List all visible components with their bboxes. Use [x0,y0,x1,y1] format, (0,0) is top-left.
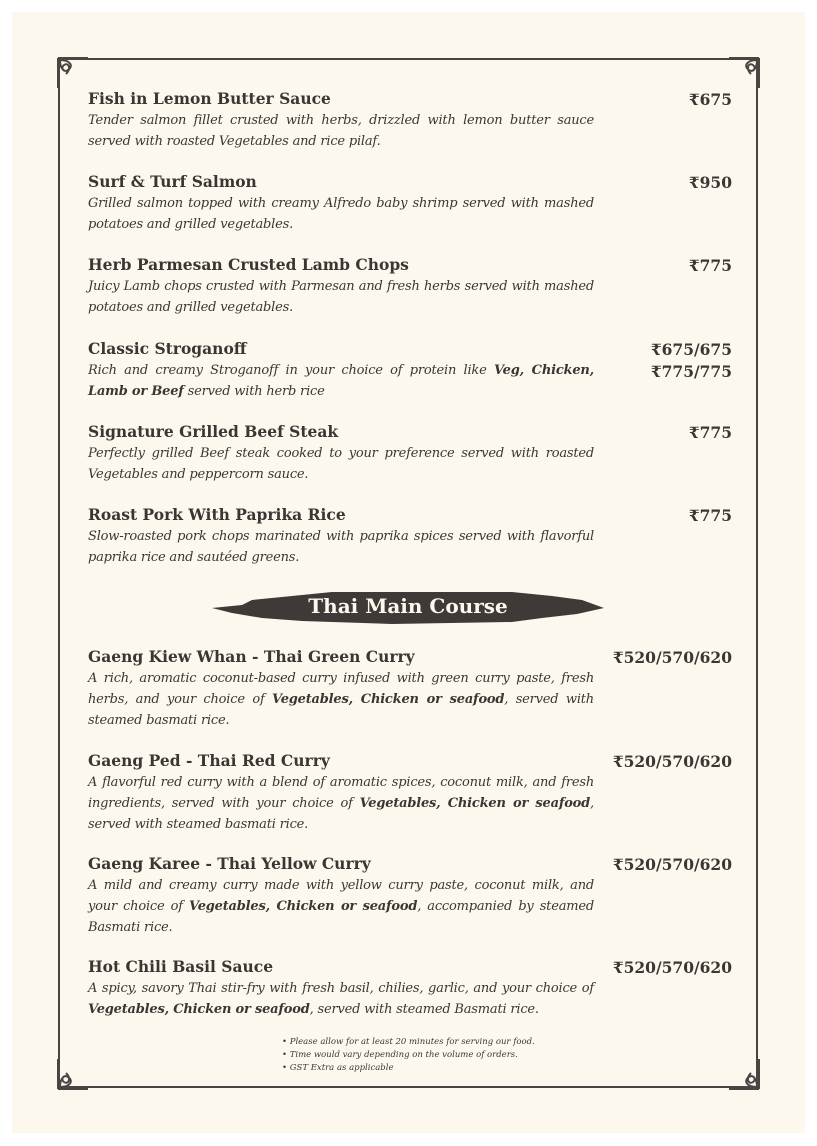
menu-item [88,957,732,1020]
item-name: Gaeng Ped - Thai Red Curry [88,751,330,770]
footnote: • Time would vary depending on the volume of orders. [282,1050,518,1060]
description-text: Grilled salmon topped with creamy Alfredo baby shrimp served with mashed potatoes and grilled vegetables. [88,196,594,232]
ornament-corner-icon [727,56,761,90]
item-price [689,89,732,111]
item-description [88,772,594,835]
ornament-corner-icon [56,1057,90,1091]
item-price [613,647,732,669]
ornament-corner-icon [56,56,90,90]
price-value: ₹775/775 [650,362,732,381]
item-description [88,443,594,485]
menu-item [88,505,732,568]
item-description [88,668,594,731]
protein-options: Vegetables, Chicken or seafood [88,1002,310,1017]
item-price [613,854,732,876]
item-name: Hot Chili Basil Sauce [88,957,274,976]
price-value: ₹520/570/620 [612,752,732,771]
price-value: ₹520/570/620 [612,855,732,874]
item-name: Roast Pork With Paprika Rice [88,505,346,524]
protein-options: Vegetables, Chicken or seafood [189,899,418,914]
description-text: , served with steamed basmati rice. [88,692,594,728]
price-value: ₹950 [688,173,732,192]
description-text: , served with steamed Basmati rice. [309,1002,539,1017]
price-value: ₹675/675 [650,340,732,359]
section-title: Thai Main Course [308,594,508,618]
price-value: ₹675 [688,90,732,109]
price-value: ₹520/570/620 [612,958,732,977]
item-price [689,422,732,444]
section-banner [212,588,604,626]
description-text: served with herb rice [183,384,325,399]
description-text: Perfectly grilled Beef steak cooked to your preference served with roasted Vegetables and peppercorn sauce. [88,446,594,482]
item-price [651,339,732,383]
menu-item [88,172,732,235]
description-text: , served with steamed basmati rice. [88,796,594,832]
price-value: ₹775 [688,423,732,442]
description-text: Rich and creamy Stroganoff in your choice of protein like [88,363,494,378]
item-description [88,276,594,318]
item-description [88,978,594,1020]
item-name: Gaeng Kiew Whan - Thai Green Curry [88,647,415,666]
price-value: ₹520/570/620 [612,648,732,667]
description-text: A flavorful red curry with a blend of aromatic spices, coconut milk, and fresh ingredients, served with your choice of [88,775,594,811]
menu-item [88,647,732,731]
protein-options: Veg, Chicken, Lamb or Beef [88,363,594,399]
item-price [689,505,732,527]
protein-options: Vegetables, Chicken or seafood [359,796,591,811]
item-name: Classic Stroganoff [88,339,247,358]
menu-item [88,255,732,318]
item-price [689,172,732,194]
menu-item [88,422,732,485]
item-name: Herb Parmesan Crusted Lamb Chops [88,255,409,274]
item-name: Signature Grilled Beef Steak [88,422,339,441]
item-description [88,526,594,568]
description-text: Juicy Lamb chops crusted with Parmesan and fresh herbs served with mashed potatoes and grilled vegetables. [88,279,594,315]
item-name: Fish in Lemon Butter Sauce [88,89,331,108]
price-value: ₹775 [688,506,732,525]
item-description [88,360,594,402]
item-description [88,875,594,938]
menu-item [88,89,732,152]
item-name: Gaeng Karee - Thai Yellow Curry [88,854,371,873]
menu-item [88,751,732,835]
menu-item [88,854,732,938]
item-name: Surf & Turf Salmon [88,172,257,191]
description-text: , accompanied by steamed Basmati rice. [88,899,594,935]
description-text: A mild and creamy curry made with yellow curry paste, coconut milk, and your choice of [88,878,594,914]
description-text: A spicy, savory Thai stir-fry with fresh basil, chilies, garlic, and your choice of [88,981,594,996]
price-value: ₹775 [688,256,732,275]
menu-item [88,339,732,402]
item-price [613,751,732,773]
item-description [88,193,594,235]
footnote: • GST Extra as applicable [282,1063,394,1073]
ornament-corner-icon [727,1057,761,1091]
item-price [613,957,732,979]
item-price [689,255,732,277]
description-text: Slow-roasted pork chops marinated with paprika spices served with flavorful paprika rice and sautéed greens. [88,529,594,565]
description-text: Tender salmon fillet crusted with herbs, drizzled with lemon butter sauce served with roasted Vegetables and rice pilaf. [88,113,594,149]
description-text: A rich, aromatic coconut-based curry infused with green curry paste, fresh herbs, and your choice of [88,671,594,707]
footnotes [282,1036,535,1075]
item-description [88,110,594,152]
footnote: • Please allow for at least 20 minutes for serving our food. [282,1037,535,1047]
protein-options: Vegetables, Chicken or seafood [272,692,505,707]
